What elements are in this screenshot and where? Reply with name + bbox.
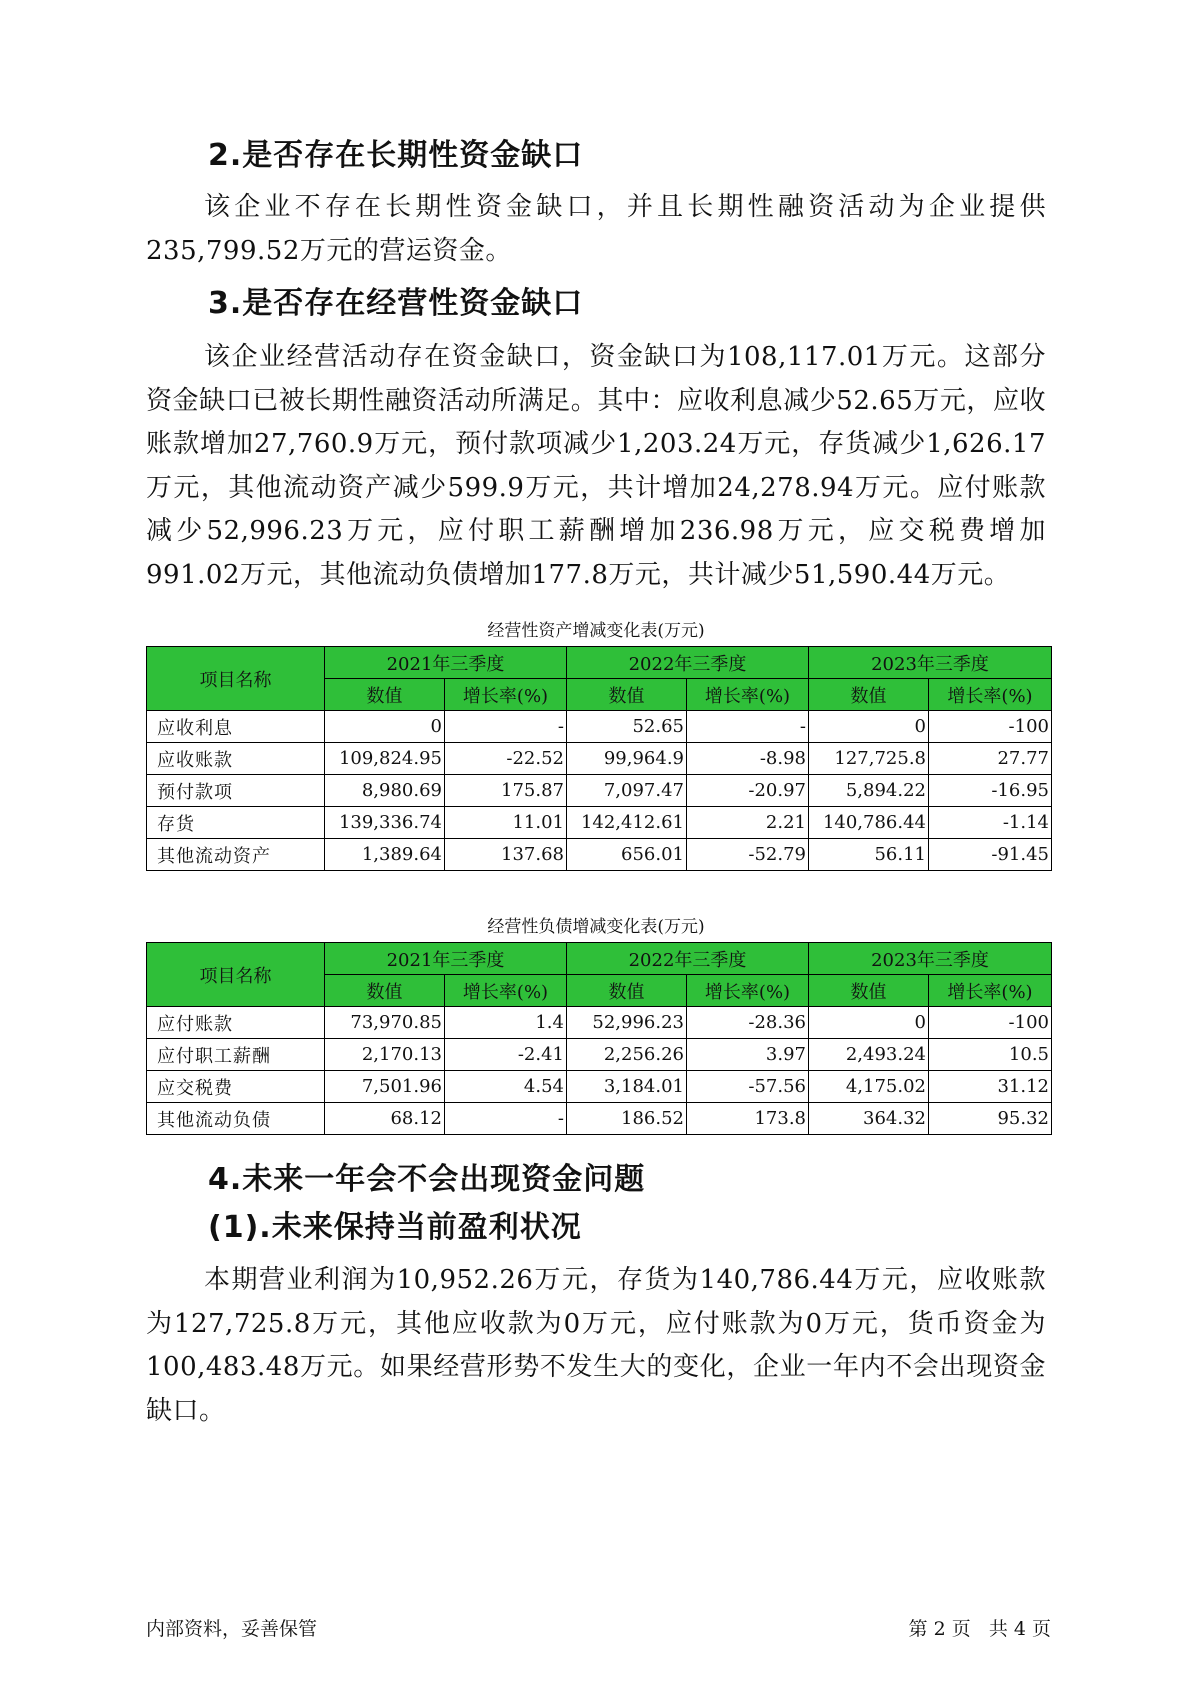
operating-assets-table xyxy=(146,646,1052,871)
row-item-name: 其他流动资产 xyxy=(147,839,325,871)
cell-value: 142,412.61 xyxy=(567,807,687,839)
cell-value: 0 xyxy=(809,711,929,743)
cell-value: 140,786.44 xyxy=(809,807,929,839)
header-value: 数值 xyxy=(567,679,687,711)
paragraph-long-term-gap: 该企业不存在长期性资金缺口，并且长期性融资活动为企业提供235,799.52万元的营运资金。 xyxy=(146,192,1046,266)
header-period: 2023年三季度 xyxy=(809,647,1052,679)
operating-assets-body xyxy=(147,711,1052,871)
cell-value: 68.12 xyxy=(325,1103,445,1135)
cell-value: 186.52 xyxy=(567,1103,687,1135)
table-header-row xyxy=(147,943,1052,975)
cell-value: 656.01 xyxy=(567,839,687,871)
cell-value: 109,824.95 xyxy=(325,743,445,775)
header-value: 数值 xyxy=(325,679,445,711)
cell-growth-rate: -8.98 xyxy=(687,743,809,775)
cell-growth-rate: -22.52 xyxy=(445,743,567,775)
cell-value: 7,097.47 xyxy=(567,775,687,807)
table-row xyxy=(147,839,1052,871)
section-heading-future-year: 4.未来一年会不会出现资金问题 xyxy=(208,1162,646,1197)
cell-value: 56.11 xyxy=(809,839,929,871)
header-period: 2021年三季度 xyxy=(325,647,567,679)
row-item-name: 应收账款 xyxy=(147,743,325,775)
cell-value: 364.32 xyxy=(809,1103,929,1135)
footer-page-number: 第 2 页 共 4 页 xyxy=(908,1618,1051,1640)
table-caption-liabilities: 经营性负债增减变化表(万元) xyxy=(487,917,705,937)
cell-value: 8,980.69 xyxy=(325,775,445,807)
cell-growth-rate: 3.97 xyxy=(687,1039,809,1071)
cell-value: 52.65 xyxy=(567,711,687,743)
header-growth: 增长率(%) xyxy=(687,679,809,711)
cell-growth-rate: 31.12 xyxy=(929,1071,1052,1103)
row-item-name: 应付账款 xyxy=(147,1007,325,1039)
header-period: 2022年三季度 xyxy=(567,943,809,975)
cell-growth-rate: -28.36 xyxy=(687,1007,809,1039)
cell-value: 73,970.85 xyxy=(325,1007,445,1039)
cell-growth-rate: -100 xyxy=(929,1007,1052,1039)
cell-growth-rate: -52.79 xyxy=(687,839,809,871)
cell-value: 52,996.23 xyxy=(567,1007,687,1039)
header-growth: 增长率(%) xyxy=(929,975,1052,1007)
cell-growth-rate: 175.87 xyxy=(445,775,567,807)
header-growth: 增长率(%) xyxy=(445,679,567,711)
row-item-name: 应付职工薪酬 xyxy=(147,1039,325,1071)
paragraph-operating-gap: 该企业经营活动存在资金缺口，资金缺口为108,117.01万元。这部分资金缺口已被长期性融资活动所满足。其中：应收利息减少52.65万元，应收账款增加27,760.9万元，预付款项减少1,203.24万元，存货减少1,626.17万元，其他流动资产减少599.9万元，共计增加24,278.94万元。应付账款减少52,996.23万元，应付职工薪酬增加236.98万元，应交税费增加991.02万元，其他流动负债增加177.8万元，共计减少51,590.44万元。 xyxy=(146,342,1046,590)
cell-growth-rate: -20.97 xyxy=(687,775,809,807)
cell-growth-rate: - xyxy=(687,711,809,743)
cell-growth-rate: 95.32 xyxy=(929,1103,1052,1135)
header-value: 数值 xyxy=(809,975,929,1007)
table-caption-assets: 经营性资产增减变化表(万元) xyxy=(487,621,705,641)
cell-growth-rate: - xyxy=(445,1103,567,1135)
paragraph-current-profit: 本期营业利润为10,952.26万元，存货为140,786.44万元，应收账款为127,725.8万元，其他应收款为0万元，应付账款为0万元，货币资金为100,483.48万元。如果经营形势不发生大的变化，企业一年内不会出现资金缺口。 xyxy=(146,1265,1046,1426)
row-item-name: 应收利息 xyxy=(147,711,325,743)
footer-confidential-note: 内部资料，妥善保管 xyxy=(146,1618,318,1640)
cell-growth-rate: -2.41 xyxy=(445,1039,567,1071)
header-growth: 增长率(%) xyxy=(929,679,1052,711)
cell-growth-rate: -1.14 xyxy=(929,807,1052,839)
header-growth: 增长率(%) xyxy=(445,975,567,1007)
table-row xyxy=(147,807,1052,839)
cell-value: 2,493.24 xyxy=(809,1039,929,1071)
cell-growth-rate: 2.21 xyxy=(687,807,809,839)
cell-growth-rate: - xyxy=(445,711,567,743)
cell-growth-rate: 1.4 xyxy=(445,1007,567,1039)
cell-value: 99,964.9 xyxy=(567,743,687,775)
cell-growth-rate: 4.54 xyxy=(445,1071,567,1103)
operating-liabilities-table xyxy=(146,942,1052,1135)
cell-value: 2,170.13 xyxy=(325,1039,445,1071)
cell-value: 127,725.8 xyxy=(809,743,929,775)
header-period: 2022年三季度 xyxy=(567,647,809,679)
header-period: 2023年三季度 xyxy=(809,943,1052,975)
header-value: 数值 xyxy=(567,975,687,1007)
row-item-name: 预付款项 xyxy=(147,775,325,807)
cell-growth-rate: -57.56 xyxy=(687,1071,809,1103)
cell-growth-rate: 10.5 xyxy=(929,1039,1052,1071)
row-item-name: 存货 xyxy=(147,807,325,839)
operating-liabilities-body xyxy=(147,1007,1052,1135)
table-row xyxy=(147,775,1052,807)
cell-growth-rate: -16.95 xyxy=(929,775,1052,807)
table-row xyxy=(147,711,1052,743)
cell-growth-rate: 11.01 xyxy=(445,807,567,839)
cell-growth-rate: -100 xyxy=(929,711,1052,743)
row-item-name: 应交税费 xyxy=(147,1071,325,1103)
cell-value: 3,184.01 xyxy=(567,1071,687,1103)
header-value: 数值 xyxy=(325,975,445,1007)
cell-value: 7,501.96 xyxy=(325,1071,445,1103)
table-row xyxy=(147,1007,1052,1039)
cell-value: 1,389.64 xyxy=(325,839,445,871)
cell-growth-rate: 173.8 xyxy=(687,1103,809,1135)
table-row xyxy=(147,743,1052,775)
cell-value: 2,256.26 xyxy=(567,1039,687,1071)
cell-growth-rate: 137.68 xyxy=(445,839,567,871)
row-item-name: 其他流动负债 xyxy=(147,1103,325,1135)
header-period: 2021年三季度 xyxy=(325,943,567,975)
cell-value: 4,175.02 xyxy=(809,1071,929,1103)
cell-value: 0 xyxy=(325,711,445,743)
header-value: 数值 xyxy=(809,679,929,711)
header-item-name: 项目名称 xyxy=(147,647,325,711)
table-row xyxy=(147,1039,1052,1071)
cell-growth-rate: 27.77 xyxy=(929,743,1052,775)
header-item-name: 项目名称 xyxy=(147,943,325,1007)
subsection-heading-current-profit: (1).未来保持当前盈利状况 xyxy=(208,1210,582,1245)
header-growth: 增长率(%) xyxy=(687,975,809,1007)
cell-value: 0 xyxy=(809,1007,929,1039)
section-heading-operating-gap: 3.是否存在经营性资金缺口 xyxy=(208,286,584,321)
cell-value: 5,894.22 xyxy=(809,775,929,807)
table-row xyxy=(147,1103,1052,1135)
table-row xyxy=(147,1071,1052,1103)
cell-value: 139,336.74 xyxy=(325,807,445,839)
table-header-row xyxy=(147,647,1052,679)
cell-growth-rate: -91.45 xyxy=(929,839,1052,871)
section-heading-long-term-gap: 2.是否存在长期性资金缺口 xyxy=(208,138,584,173)
